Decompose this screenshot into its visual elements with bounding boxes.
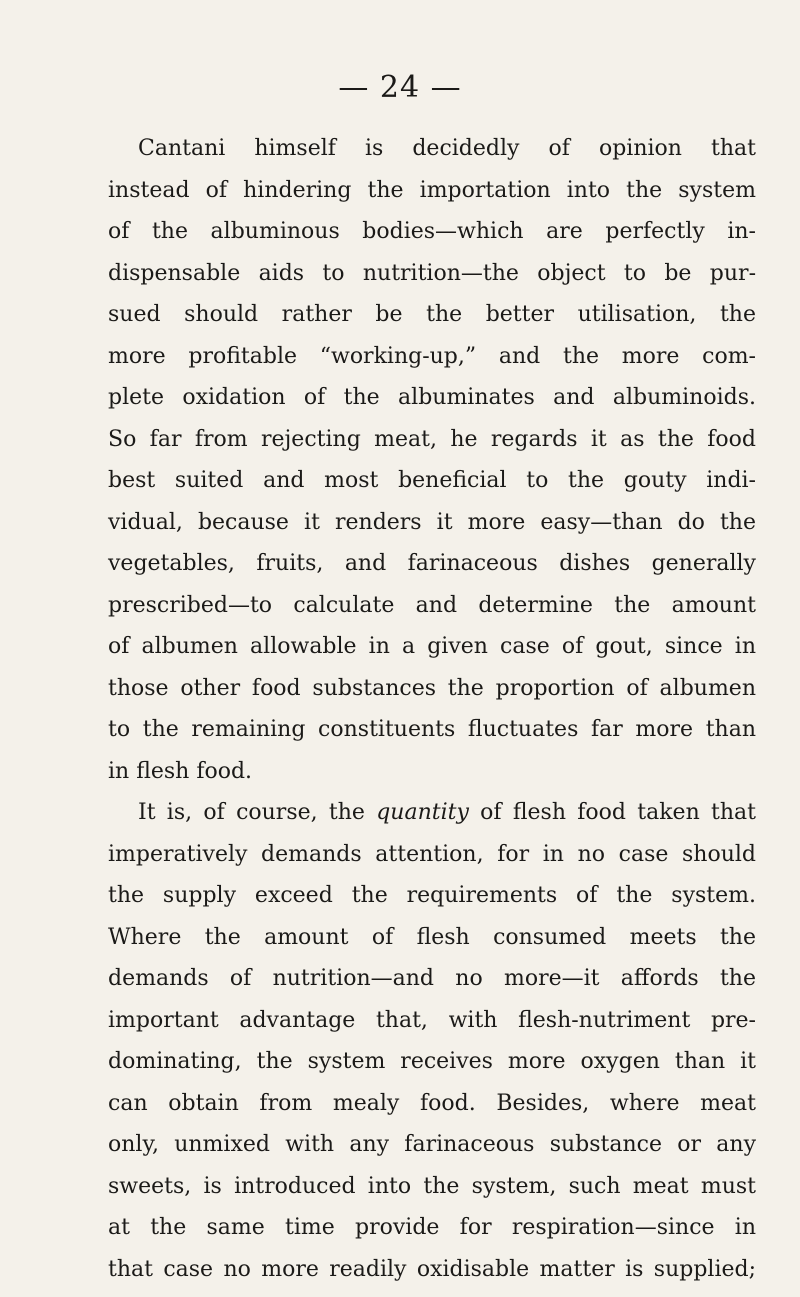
text-line: can obtain from mealy food. Besides, where meat [108, 1090, 756, 1116]
text-line: vegetables, fruits, and farinaceous dishes generally [108, 551, 756, 576]
paragraph-2 [108, 792, 756, 1290]
text-line: in flesh food. [108, 758, 253, 784]
text-line: of albumen allowable in a given case of gout, since in [108, 634, 756, 659]
page-number: — 24 — [338, 70, 462, 105]
text-line: best suited and most beneficial to the gouty indi- [108, 468, 756, 493]
body-text [108, 128, 756, 1290]
paragraph-1 [108, 128, 756, 792]
text-line: Cantani himself is decidedly of opinion that [138, 136, 756, 161]
text-fragment: It is, of course, the [138, 800, 377, 825]
text-line: of the albuminous bodies—which are perfectly in- [108, 219, 756, 244]
text-line: sued should rather be the better utilisation, the [108, 302, 756, 327]
text-line: instead of hindering the importation into the system [108, 177, 756, 203]
text-line: imperatively demands attention, for in no case should [108, 841, 756, 867]
text-line: those other food substances the proportion of albumen [108, 675, 756, 701]
text-line: sweets, is introduced into the system, such meat must [108, 1173, 756, 1199]
text-line: important advantage that, with flesh-nutriment pre- [108, 1007, 756, 1033]
text-line: dominating, the system receives more oxygen than it [108, 1049, 756, 1074]
text-line: to the remaining constituents fluctuates far more than [108, 717, 756, 742]
text-line: plete oxidation of the albuminates and albuminoids. [108, 385, 756, 410]
text-line: more profitable “working-up,” and the more com- [108, 343, 756, 369]
text-fragment: of flesh food taken that [468, 800, 756, 825]
text-line: at the same time provide for respiration—since in [108, 1215, 756, 1240]
text-line: demands of nutrition—and no more—it affords the [108, 966, 756, 991]
emphasized-word: quantity [376, 800, 469, 825]
text-line: vidual, because it renders it more easy—than do the [108, 509, 756, 535]
text-line: Where the amount of flesh consumed meets the [108, 924, 756, 950]
text-line: the supply exceed the requirements of the system. [108, 883, 756, 908]
text-line: only, unmixed with any farinaceous substance or any [108, 1132, 756, 1157]
text-line-with-emphasis [108, 792, 756, 834]
text-line: dispensable aids to nutrition—the object to be pur- [108, 260, 756, 286]
text-line: that case no more readily oxidisable matter is supplied; [108, 1256, 756, 1282]
text-line: So far from rejecting meat, he regards it as the food [108, 426, 756, 452]
text-line: prescribed—to calculate and determine the amount [108, 592, 756, 618]
